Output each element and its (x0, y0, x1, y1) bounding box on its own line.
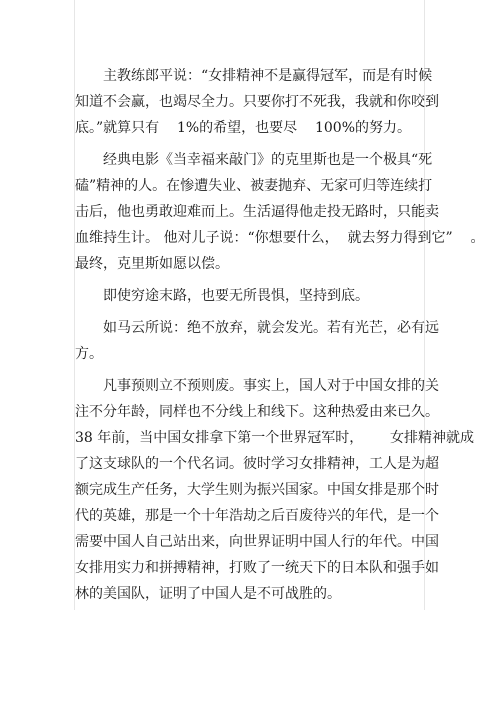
paragraph-5-line-1: 凡事预则立不预则废。事实上，国人对于中国女排的关 (103, 378, 439, 394)
paragraph-5-line-9: 林的美国队，证明了中国人是不可战胜的。 (75, 586, 341, 602)
paragraph-2-line-4: 血维持生计。 他对儿子说：“你想要什么， 就去努力得到它” 。 (75, 230, 485, 246)
paragraph-5-line-2: 注不分年龄，同样也不分线上和线下。这种热爱由来已久。 (75, 404, 439, 420)
paragraph-5-line-7: 需要中国人自己站出来，向世界证明中国人行的年代。中国 (75, 534, 439, 550)
paragraph-5-line-8: 女排用实力和拼搏精神，打败了一统天下的日本队和强手如 (75, 560, 439, 576)
paragraph-3-line-1: 即使穷途末路，也要无所畏惧，坚持到底。 (103, 288, 369, 304)
paragraph-4-line-1: 如马云所说：绝不放弃，就会发光。若有光芒，必有远 (103, 320, 439, 336)
paragraph-5-line-5: 额完成生产任务，大学生则为振兴国家。中国女排是那个时 (75, 482, 439, 498)
paragraph-1-line-2: 知道不会赢，也竭尽全力。只要你打不死我，我就和你咬到 (75, 94, 439, 110)
paragraph-1-line-3: 底。”就算只有 1%的希望，也要尽 100%的努力。 (75, 120, 411, 136)
paragraph-2-line-3: 击后，他也勇敢迎难而上。生活逼得他走投无路时，只能卖 (75, 204, 439, 220)
paragraph-4-line-2: 方。 (75, 346, 103, 362)
paragraph-5-line-6: 代的英雄，那是一个十年浩劫之后百废待兴的年代，是一个 (75, 508, 439, 524)
paragraph-5-line-3: 38 年前，当中国女排拿下第一个世界冠军时， 女排精神就成 (75, 430, 474, 446)
paragraph-5-line-4: 了这支球队的一个代名词。彼时学习女排精神，工人是为超 (75, 456, 439, 472)
paragraph-1-line-1: 主教练郎平说：“女排精神不是赢得冠军，而是有时候 (103, 68, 433, 84)
paragraph-2-line-2: 磕”精神的人。在惨遭失业、被妻抛弃、无家可归等连续打 (75, 178, 433, 194)
paragraph-2-line-1: 经典电影《当幸福来敲门》的克里斯也是一个极具“死 (103, 152, 433, 168)
paragraph-2-line-5: 最终，克里斯如愿以偿。 (75, 256, 229, 272)
